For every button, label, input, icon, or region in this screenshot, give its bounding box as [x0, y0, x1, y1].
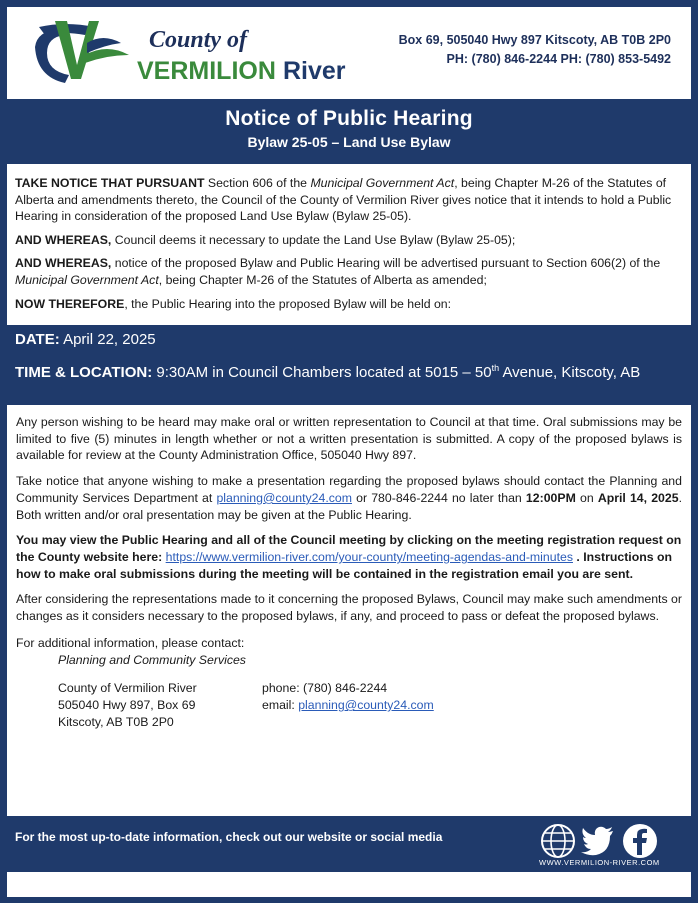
p3-lead: AND WHEREAS,: [15, 256, 112, 271]
contact-address-col: [58, 680, 262, 730]
logo-word1: VERMILION: [137, 57, 276, 85]
header-phones: [447, 52, 671, 66]
contact-block: [58, 680, 682, 730]
date-line: [15, 331, 156, 348]
contact-details-col: [262, 680, 434, 730]
logo-word2: River: [283, 57, 346, 85]
p4-text: , the Public Hearing into the proposed Bylaw will be held on:: [124, 296, 452, 311]
notice-subtitle: Bylaw 25-05 – Land Use Bylaw: [247, 134, 451, 150]
p2b: or 780-846-2244 no later than: [351, 490, 526, 505]
p2c: on: [575, 490, 598, 505]
meeting-agendas-link[interactable]: https://www.vermilion-river.com/your-county/meeting-agendas-and-minutes: [165, 550, 573, 565]
body-panel: [7, 405, 691, 816]
intro-paragraph-1: [15, 175, 683, 225]
p2d: . Both written and/or oral presentation may be given at the Public Hearing.: [16, 490, 682, 522]
globe-icon[interactable]: [540, 823, 576, 859]
intro-panel: [7, 164, 691, 325]
time-location-line: [15, 362, 655, 383]
p3-text-a: notice of the proposed Bylaw and Public Hearing will be advertised pursuant to Section 606(2) of the: [111, 256, 661, 271]
time-location-value-a: 9:30AM in Council Chambers located at 5015 – 50: [152, 364, 492, 381]
p2a: Take notice that anyone wishing to make a presentation regarding the proposed bylaws should contact the Planning and Community Services Department at: [16, 474, 682, 505]
p3-italic: Municipal Government Act: [15, 272, 159, 287]
contact-addr2: Kitscoty, AB T0B 2P0: [58, 714, 174, 729]
p1-text-b: , being Chapter M-26 of the Statutes of Alberta and amendments thereto, the Council of the County of Vermilion River gives notice that it intends to hold a Public Hearing in consideration of the proposed Land Use Bylaw (Bylaw 25-05).: [15, 176, 672, 224]
phone-2: PH: (780) 853-5492: [560, 52, 671, 66]
notice-title: Notice of Public Hearing: [225, 107, 473, 130]
logo-line1: County of: [149, 27, 248, 53]
p1-lead: TAKE NOTICE THAT PURSUANT: [15, 176, 205, 190]
date-label: DATE:: [15, 331, 60, 348]
title-band: [0, 101, 698, 159]
time-location-label: TIME & LOCATION:: [15, 364, 153, 381]
p1-italic: Municipal Government Act: [310, 176, 455, 190]
contact-phone: phone: (780) 846-2244: [262, 681, 388, 696]
p3a: You may view the Public Hearing and all of the Council meeting by clicking on the meeting registration request on the County website here:: [16, 533, 682, 565]
facebook-icon[interactable]: [622, 823, 658, 859]
time-location-sup: th: [491, 363, 500, 373]
bottom-strip: [7, 872, 691, 897]
intro-paragraph-3: [15, 255, 683, 288]
intro-paragraph-4: [15, 296, 683, 313]
p3b: . Instructions on how to make oral submissions during the meeting will be contained in the registration email you are sent.: [16, 550, 673, 581]
contact-addr1: 505040 Hwy 897, Box 69: [58, 698, 196, 713]
contact-email-link[interactable]: planning@county24.com: [298, 698, 434, 713]
time-location-value-b: Avenue, Kitscoty, AB: [499, 364, 641, 381]
body-paragraph-4: After considering the representations made to it concerning the proposed Bylaws, Council may make such amendments or changes as it considers necessary to the proposed bylaws, if any, and proceed to pass or defeat the proposed bylaws.: [16, 592, 682, 624]
twitter-icon[interactable]: [580, 823, 616, 859]
contact-email-label: email:: [262, 698, 299, 713]
footer-text: For the most up-to-date information, check out our website or social media: [15, 830, 443, 844]
contact-org: County of Vermilion River: [58, 681, 197, 696]
planning-email-link[interactable]: planning@county24.com: [216, 490, 352, 505]
p3-text-b: , being Chapter M-26 of the Statutes of Alberta as amended;: [158, 272, 487, 287]
website-url[interactable]: WWW.VERMILION-RIVER.COM: [539, 858, 660, 867]
body-paragraph-1: Any person wishing to be heard may make oral or written representation to Council at that time. Oral submissions may be limited to five (5) minutes in length whether or not a written presentation is submitted. A copy of the proposed bylaws is available for review at the County Administration Office, 505040 Hwy 897.: [16, 415, 682, 463]
header: [7, 7, 691, 99]
intro-paragraph-2: [15, 232, 683, 249]
date-value: April 22, 2025: [63, 331, 156, 348]
body-paragraph-2: [16, 473, 682, 523]
body-paragraph-3: [16, 532, 682, 582]
p1-text-a: Section 606 of the: [204, 176, 311, 190]
contact-department: Planning and Community Services: [58, 652, 246, 667]
phone-1: PH: (780) 846-2244: [446, 52, 558, 66]
county-logo: [25, 13, 375, 93]
p2-lead: AND WHEREAS,: [15, 232, 112, 247]
deadline-time: 12:00PM: [525, 490, 576, 505]
contact-email-line: [262, 697, 434, 714]
header-address: Box 69, 505040 Hwy 897 Kitscoty, AB T0B 2P0: [398, 33, 671, 47]
p2-text: Council deems it necessary to update the Land Use Bylaw (Bylaw 25-05);: [111, 232, 516, 247]
deadline-date: April 14, 2025: [597, 490, 679, 505]
p4-lead: NOW THEREFORE: [15, 296, 125, 311]
contact-intro: For additional information, please contact:: [16, 635, 245, 650]
